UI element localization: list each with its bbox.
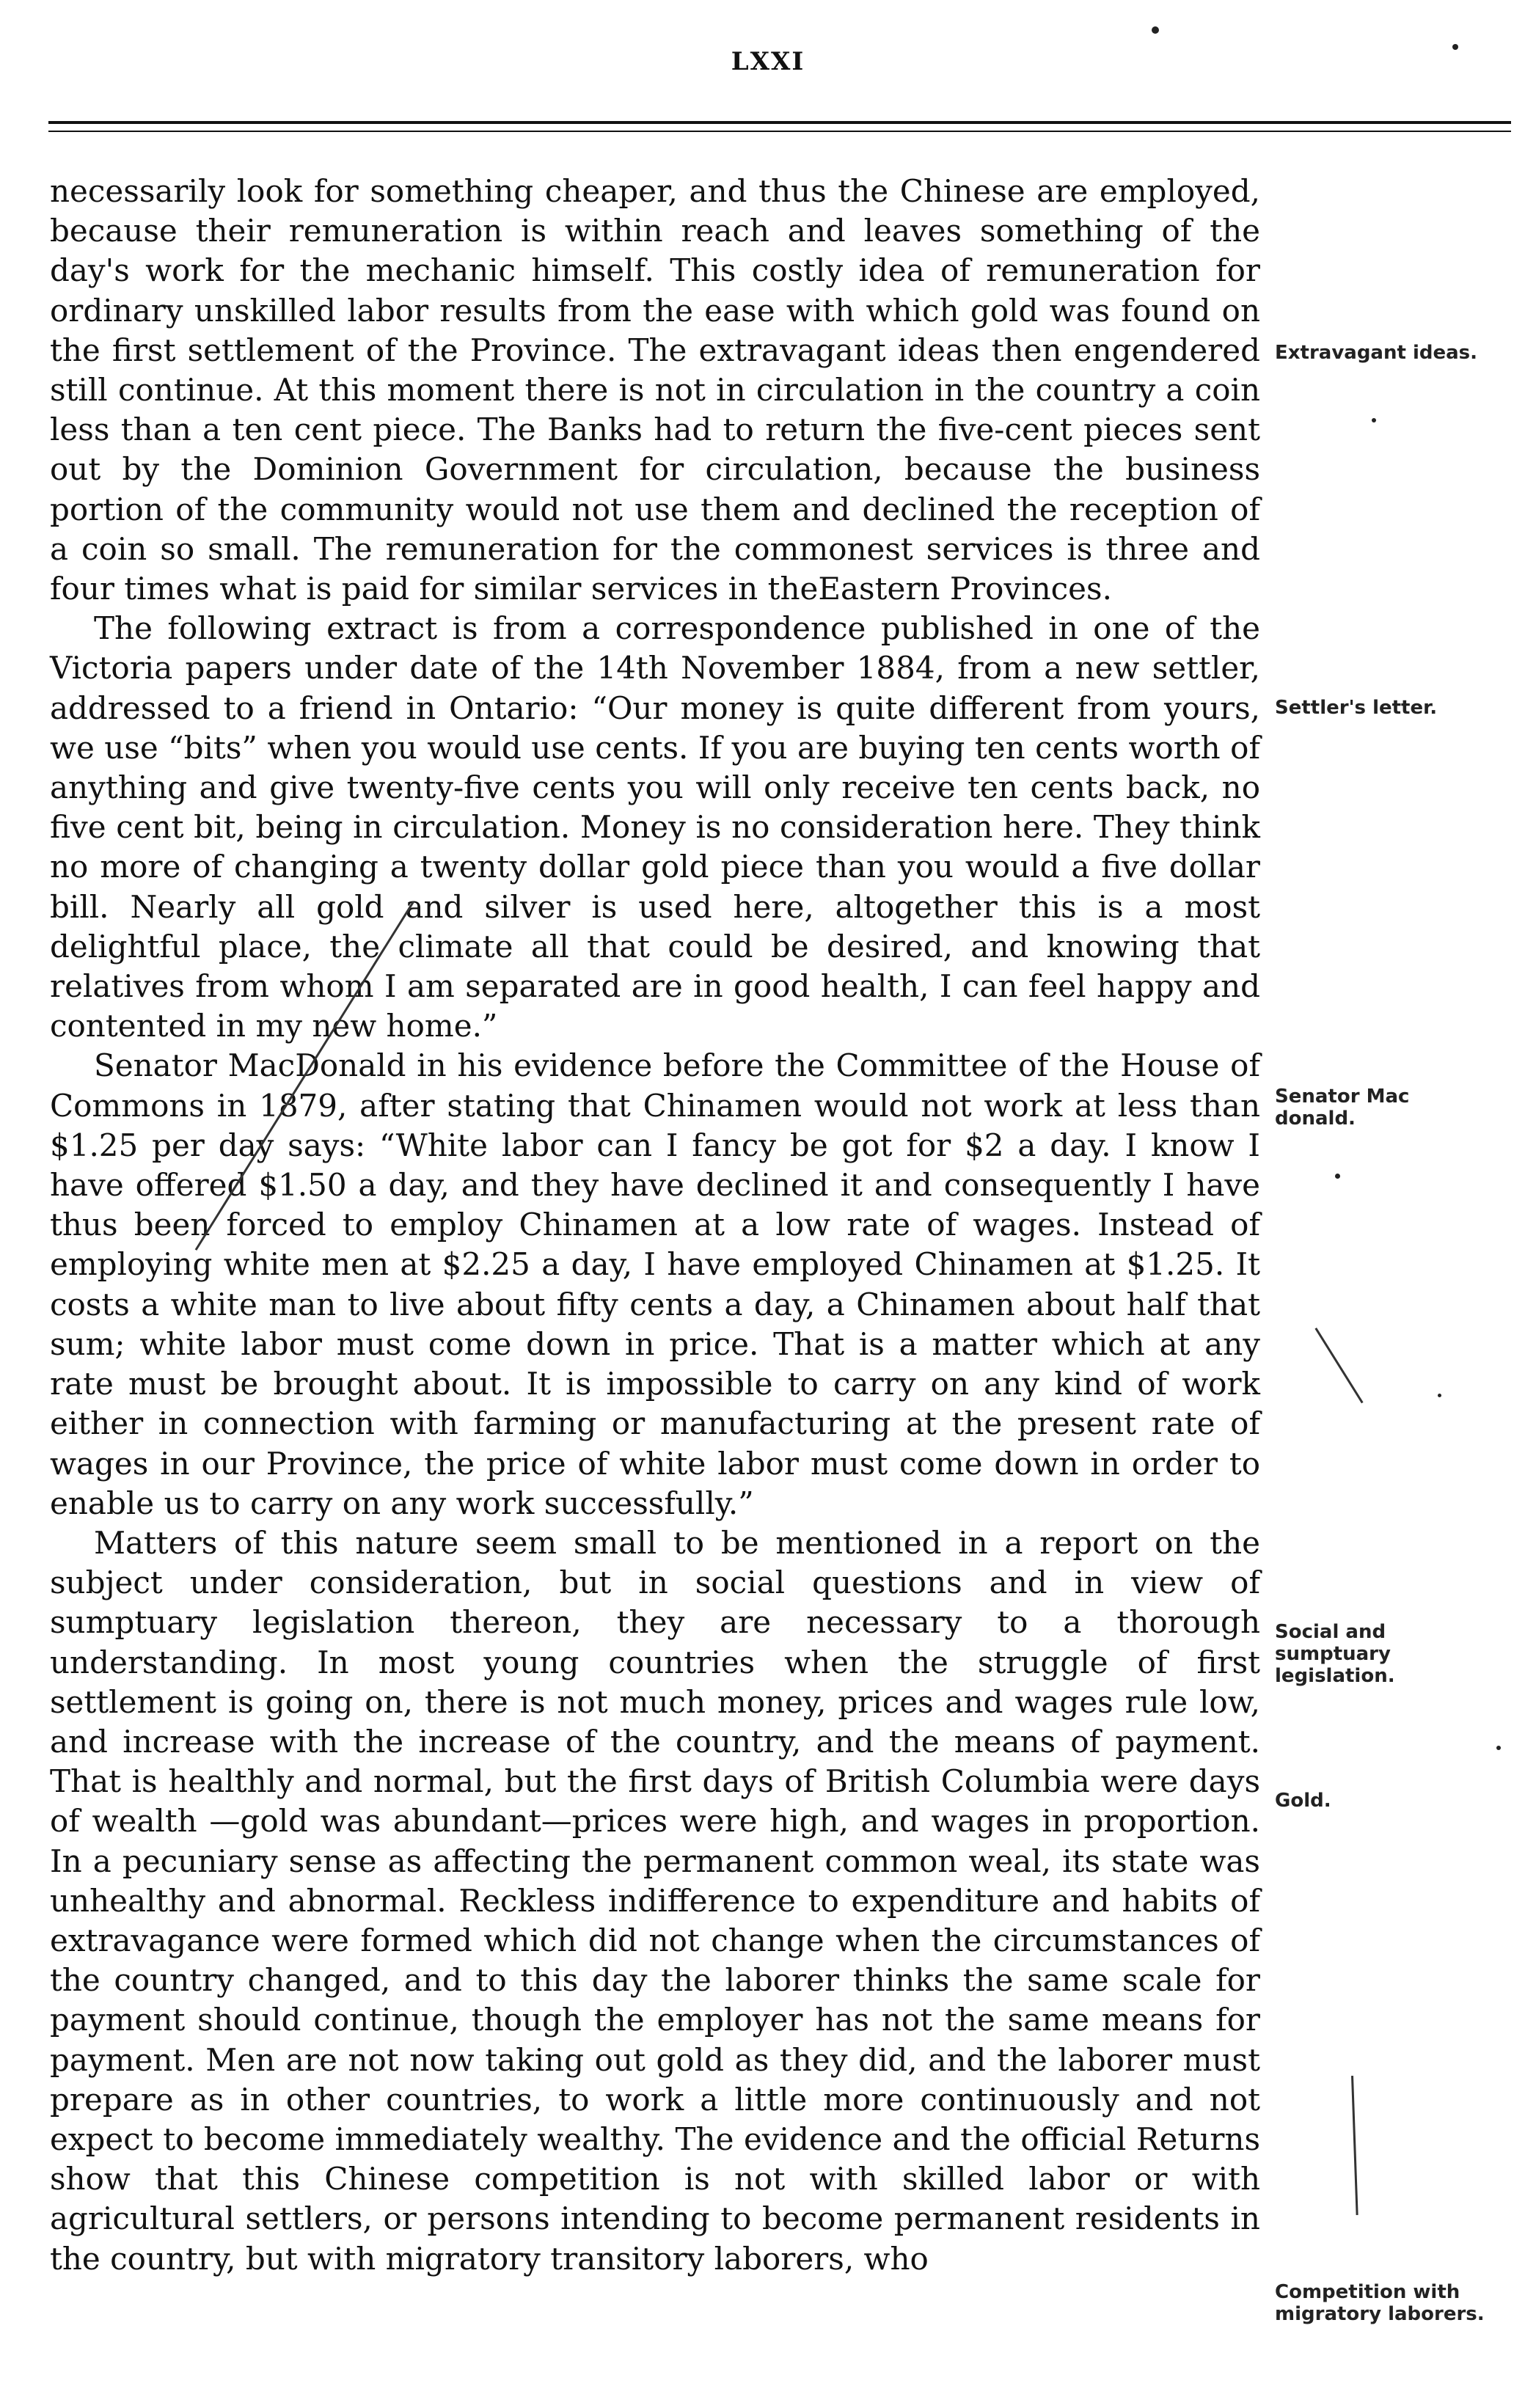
paragraph-senator-macdonald: Senator MacDonald in his evidence before the Committee of the House of Commons in 1879, after stating that Chinamen would not work at less than $1.25 per day says: “White labor can I fancy be got for $2 a day. I know I have offered $1.50 a day, and they have declined it and consequently I have thus been forced to employ Chinamen at a low rate of wages. Instead of employing white men at $2.25 a day, I have employed Chinamen at $1.25. It costs a white man to live about fifty cents a day, a Chinamen about half that sum; white labor must come down in price. That is a matter which at any rate must be brought about. It is impossible to carry on any kind of work either in connection with farming or manufacturing at the present rate of wages in our Province, the price of white labor must come down in order to enable us to carry on any work successfully.” [50, 1047, 1260, 1521]
margin-note-extravagant: Extravagant ideas. [1275, 342, 1478, 364]
speck [1372, 418, 1376, 422]
margin-note-social: Social and sumptuary legislation. [1275, 1621, 1395, 1687]
speck [1152, 26, 1159, 34]
margin-note-senator: Senator Mac donald. [1275, 1086, 1410, 1130]
margin-note-competition: Competition with migratory laborers. [1275, 2281, 1485, 2325]
pen-stroke [1351, 2076, 1358, 2215]
speck [1335, 1174, 1340, 1179]
page-number: LXXI [731, 47, 805, 76]
body-text [50, 172, 1260, 2279]
header-rule-thin [48, 131, 1511, 132]
paragraph-continued: necessarily look for something cheaper, and thus the Chinese are employed, because their remuneration is within reach and leaves something of the day's work for the mechanic himself. This costly idea of remuneration for ordinary unskilled labor results from the ease with which gold was found on the first settlement of the Province. The extravagant ideas then engendered still continue. At this moment there is not in circulation in the country a coin less than a ten cent piece. The Banks had to return the five-cent pieces sent out by the Dominion Government for circulation, because the business portion of the community would not use them and declined the reception of a coin so small. The remuneration for the commonest services is three and four times what is paid for similar services in theEastern Provinces. [50, 173, 1260, 607]
speck [1438, 1394, 1441, 1397]
margin-note-settler: Settler's letter. [1275, 697, 1438, 719]
paragraph-social-questions: Matters of this nature seem small to be mentioned in a report on the subject under consideration, but in social questions and in view of sumptuary legislation thereon, they are necessary to a thorough understanding. In most young countries when the struggle of first settlement is going on, there is not much money, prices and wages rule low, and increase with the increase of the country, and the means of payment. That is healthly and normal, but the first days of British Columbia were days of wealth —gold was abundant—prices were high, and wages in proportion. In a pecuniary sense as affecting the permanent common weal, its state was unhealthy and abnormal. Reckless indifference to expenditure and habits of extravagance were formed which did not change when the circumstances of the country changed, and to this day the laborer thinks the same scale for payment should continue, though the employer has not the same means for payment. Men are not now taking out gold as they did, and the laborer must prepare as in other countries, to work a little more continuously and not expect to become immediately wealthy. The evidence and the official Returns show that this Chinese competition is not with skilled labor or with agricultural settlers, or persons intending to become permanent residents in the country, but with migratory transitory laborers, who [50, 1524, 1260, 2277]
speck [1496, 1746, 1501, 1750]
margin-note-gold: Gold. [1275, 1790, 1331, 1812]
paragraph-settler-letter: The following extract is from a correspondence published in one of the Victoria papers under date of the 14th November 1884, from a new settler, addressed to a friend in Ontario: “Our money is quite different from yours, we use “bits” when you would use cents. If you are buying ten cents worth of anything and give twenty-five cents you will only receive ten cents back, no five cent bit, being in circulation. Money is no consideration here. They think no more of changing a twenty dollar gold piece than you would a five dollar bill. Nearly all gold and silver is used here, altogether this is a most delightful place, the climate all that could be desired, and knowing that relatives from whom I am separated are in good health, I can feel happy and contented in my new home.” [50, 610, 1260, 1044]
pen-stroke [1314, 1328, 1363, 1403]
speck [1452, 44, 1458, 50]
header-rule [48, 121, 1511, 124]
